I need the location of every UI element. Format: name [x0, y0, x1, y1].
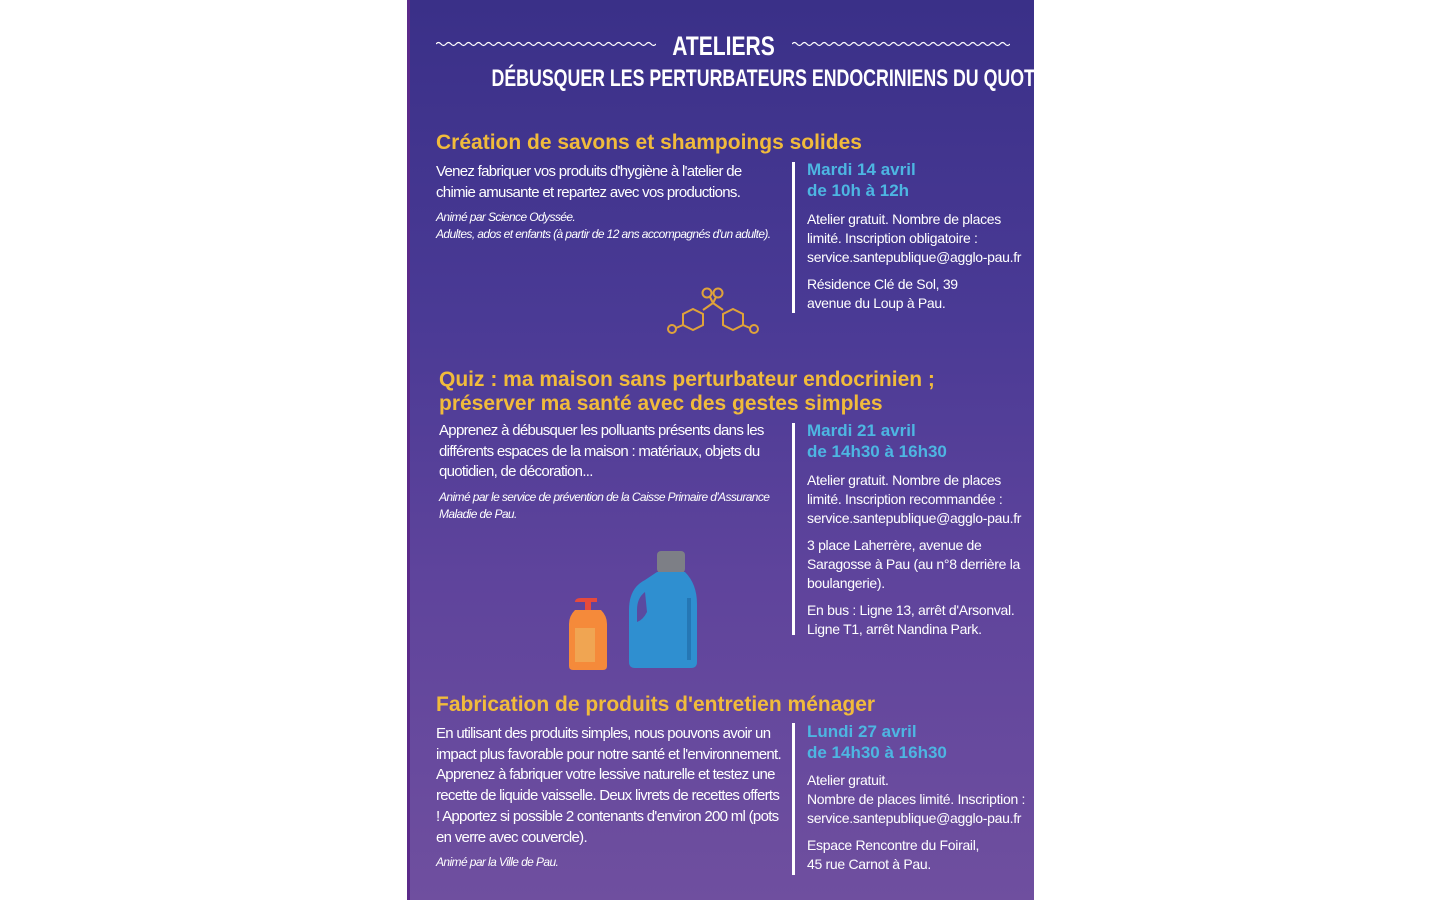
bottles-icon [565, 548, 700, 672]
workshop-1-date [807, 160, 916, 201]
workshop-3-registration-line1: Atelier gratuit. [807, 772, 889, 788]
workshop-2-animator: Animé par le service de prévention de la Caisse Primaire d'Assurance Maladie de Pau. [439, 490, 770, 522]
workshop-2-registration: Atelier gratuit. Nombre de places limité. Inscription recommandée : service.santepublique@agglo-pau.fr [807, 472, 1022, 526]
workshop-1-animator: Animé par Science Odyssée. [436, 210, 576, 225]
workshop-3-address: Espace Rencontre du Foirail, 45 rue Carnot à Pau. [807, 837, 980, 872]
workshop-2-title [439, 368, 935, 416]
workshop-3-date [807, 722, 947, 763]
workshop-1-description: Venez fabriquer vos produits d'hygiène à l'atelier de chimie amusante et repartez avec vos productions. [436, 163, 742, 201]
workshop-1-left-column [436, 162, 784, 243]
workshop-2-transport: En bus : Ligne 13, arrêt d'Arsonval. Ligne T1, arrêt Nandina Park. [807, 602, 1015, 637]
workshop-2-info [807, 471, 1022, 647]
workshop-1-title: Création de savons et shampoings solides [436, 131, 862, 154]
workshop-2-date [807, 421, 947, 462]
workshop-3-description: En utilisant des produits simples, nous pouvons avoir un impact plus favorable pour notre santé et l'environnement. Apprenez à fabriquer votre lessive naturelle et testez une recette de liquide vaisselle. Deux livrets de recettes offerts ! Apportez si possible 2 contenants d'environ 200 ml (pots en verre avec couvercle). [436, 725, 781, 846]
page-title: ATELIERS [672, 31, 775, 61]
page-subtitle: DÉBUSQUER LES PERTURBATEURS ENDOCRINIENS DU QUOTIDIEN [491, 65, 1083, 92]
workshop-3-day: Lundi 27 avril [807, 722, 917, 741]
workshop-2-divider [792, 423, 795, 635]
workshop-1-audience: Adultes, ados et enfants (à partir de 12 ans accompagnés d'un adulte). [436, 227, 771, 242]
workshop-2-description: Apprenez à débusquer les polluants présents dans les différents espaces de la maison : matériaux, objets du quotidien, de décoration... [439, 422, 764, 481]
workshop-3-time: de 14h30 à 16h30 [807, 742, 947, 762]
workshop-2-address: 3 place Laherrère, avenue de Saragosse à Pau (au n°8 derrière la boulangerie). [807, 537, 1021, 591]
workshop-2-time: de 14h30 à 16h30 [807, 441, 947, 461]
workshop-1-divider [792, 162, 795, 313]
workshop-1-info [807, 210, 1022, 321]
workshop-2-left-column [439, 421, 784, 523]
workshop-1-time: de 10h à 12h [807, 180, 910, 200]
workshop-3-left-column [436, 724, 786, 871]
workshop-3-registration-line2: Nombre de places limité. Inscription : service.santepublique@agglo-pau.fr [807, 791, 1026, 826]
workshop-1-registration: Atelier gratuit. Nombre de places limité. Inscription obligatoire : service.santepublique@agglo-pau.fr [807, 211, 1022, 265]
workshop-3-info [807, 771, 1027, 882]
workshop-2-title-line2: préserver ma santé avec des gestes simples [439, 392, 883, 415]
workshop-2-day: Mardi 21 avril [807, 421, 916, 440]
molecule-icon [666, 285, 760, 335]
workshop-3-title: Fabrication de produits d'entretien ménager [436, 693, 876, 716]
workshop-1-day: Mardi 14 avril [807, 160, 916, 179]
workshop-2-title-line1: Quiz : ma maison sans perturbateur endocrinien ; [439, 368, 935, 391]
workshop-3-animator: Animé par la Ville de Pau. [436, 855, 559, 870]
workshop-3-divider [792, 723, 795, 875]
workshop-flyer [407, 0, 1083, 900]
workshop-1-address: Résidence Clé de Sol, 39 avenue du Loup à Pau. [807, 276, 958, 311]
